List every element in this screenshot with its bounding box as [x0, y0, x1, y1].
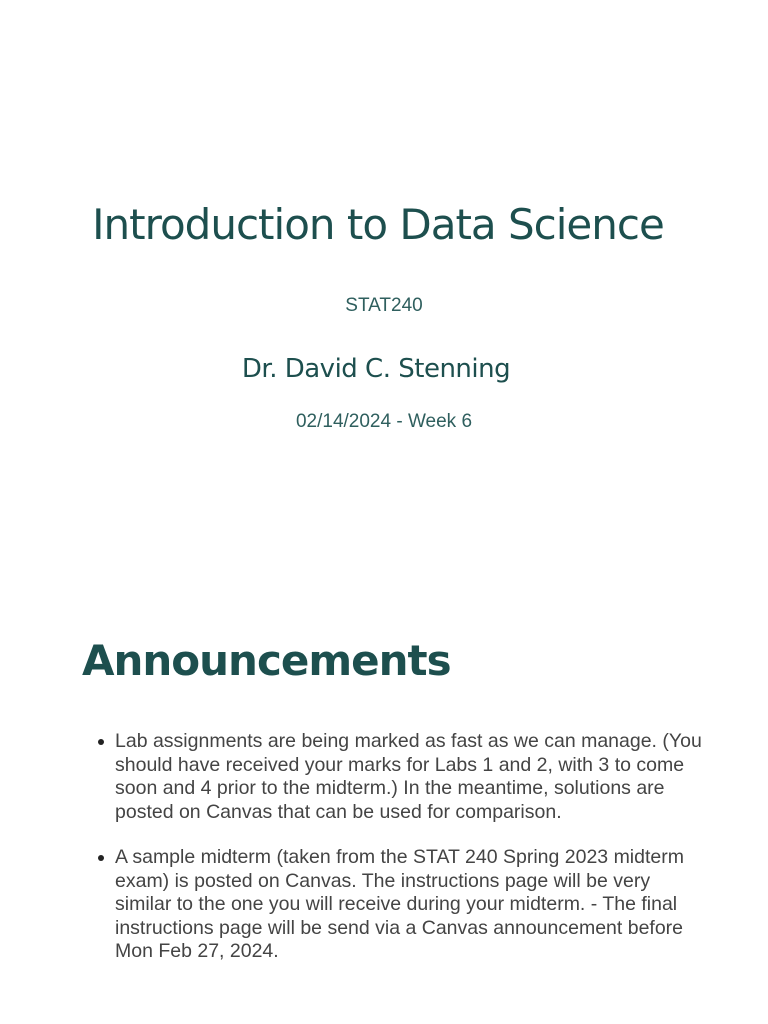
slide-title: Introduction to Data Science [92, 200, 664, 249]
course-code: STAT240 [345, 295, 423, 316]
announcements-list [115, 730, 705, 986]
lecture-date: 02/14/2024 - Week 6 [295, 411, 473, 432]
bullet-icon [98, 855, 104, 861]
announcement-text: Lab assignments are being marked as fast as we can manage. (You should have received your marks for Labs 1 and 2, with 3 to come soon and 4 prior to the midterm.) In the meantime, solutions are posted on Canvas that can be used for comparison. [115, 730, 702, 823]
announcements-heading: Announcements [82, 636, 451, 685]
announcement-text: A sample midterm (taken from the STAT 240 Spring 2023 midterm exam) is posted on Canvas. The instructions page will be very similar to the one you will receive during your midterm. - The final instructions page will be send via a Canvas announcement before Mon Feb 27, 2024. [115, 846, 684, 962]
author-name: Dr. David C. Stenning [241, 354, 511, 384]
list-item [115, 846, 705, 964]
list-item [115, 730, 705, 824]
bullet-icon [98, 739, 104, 745]
